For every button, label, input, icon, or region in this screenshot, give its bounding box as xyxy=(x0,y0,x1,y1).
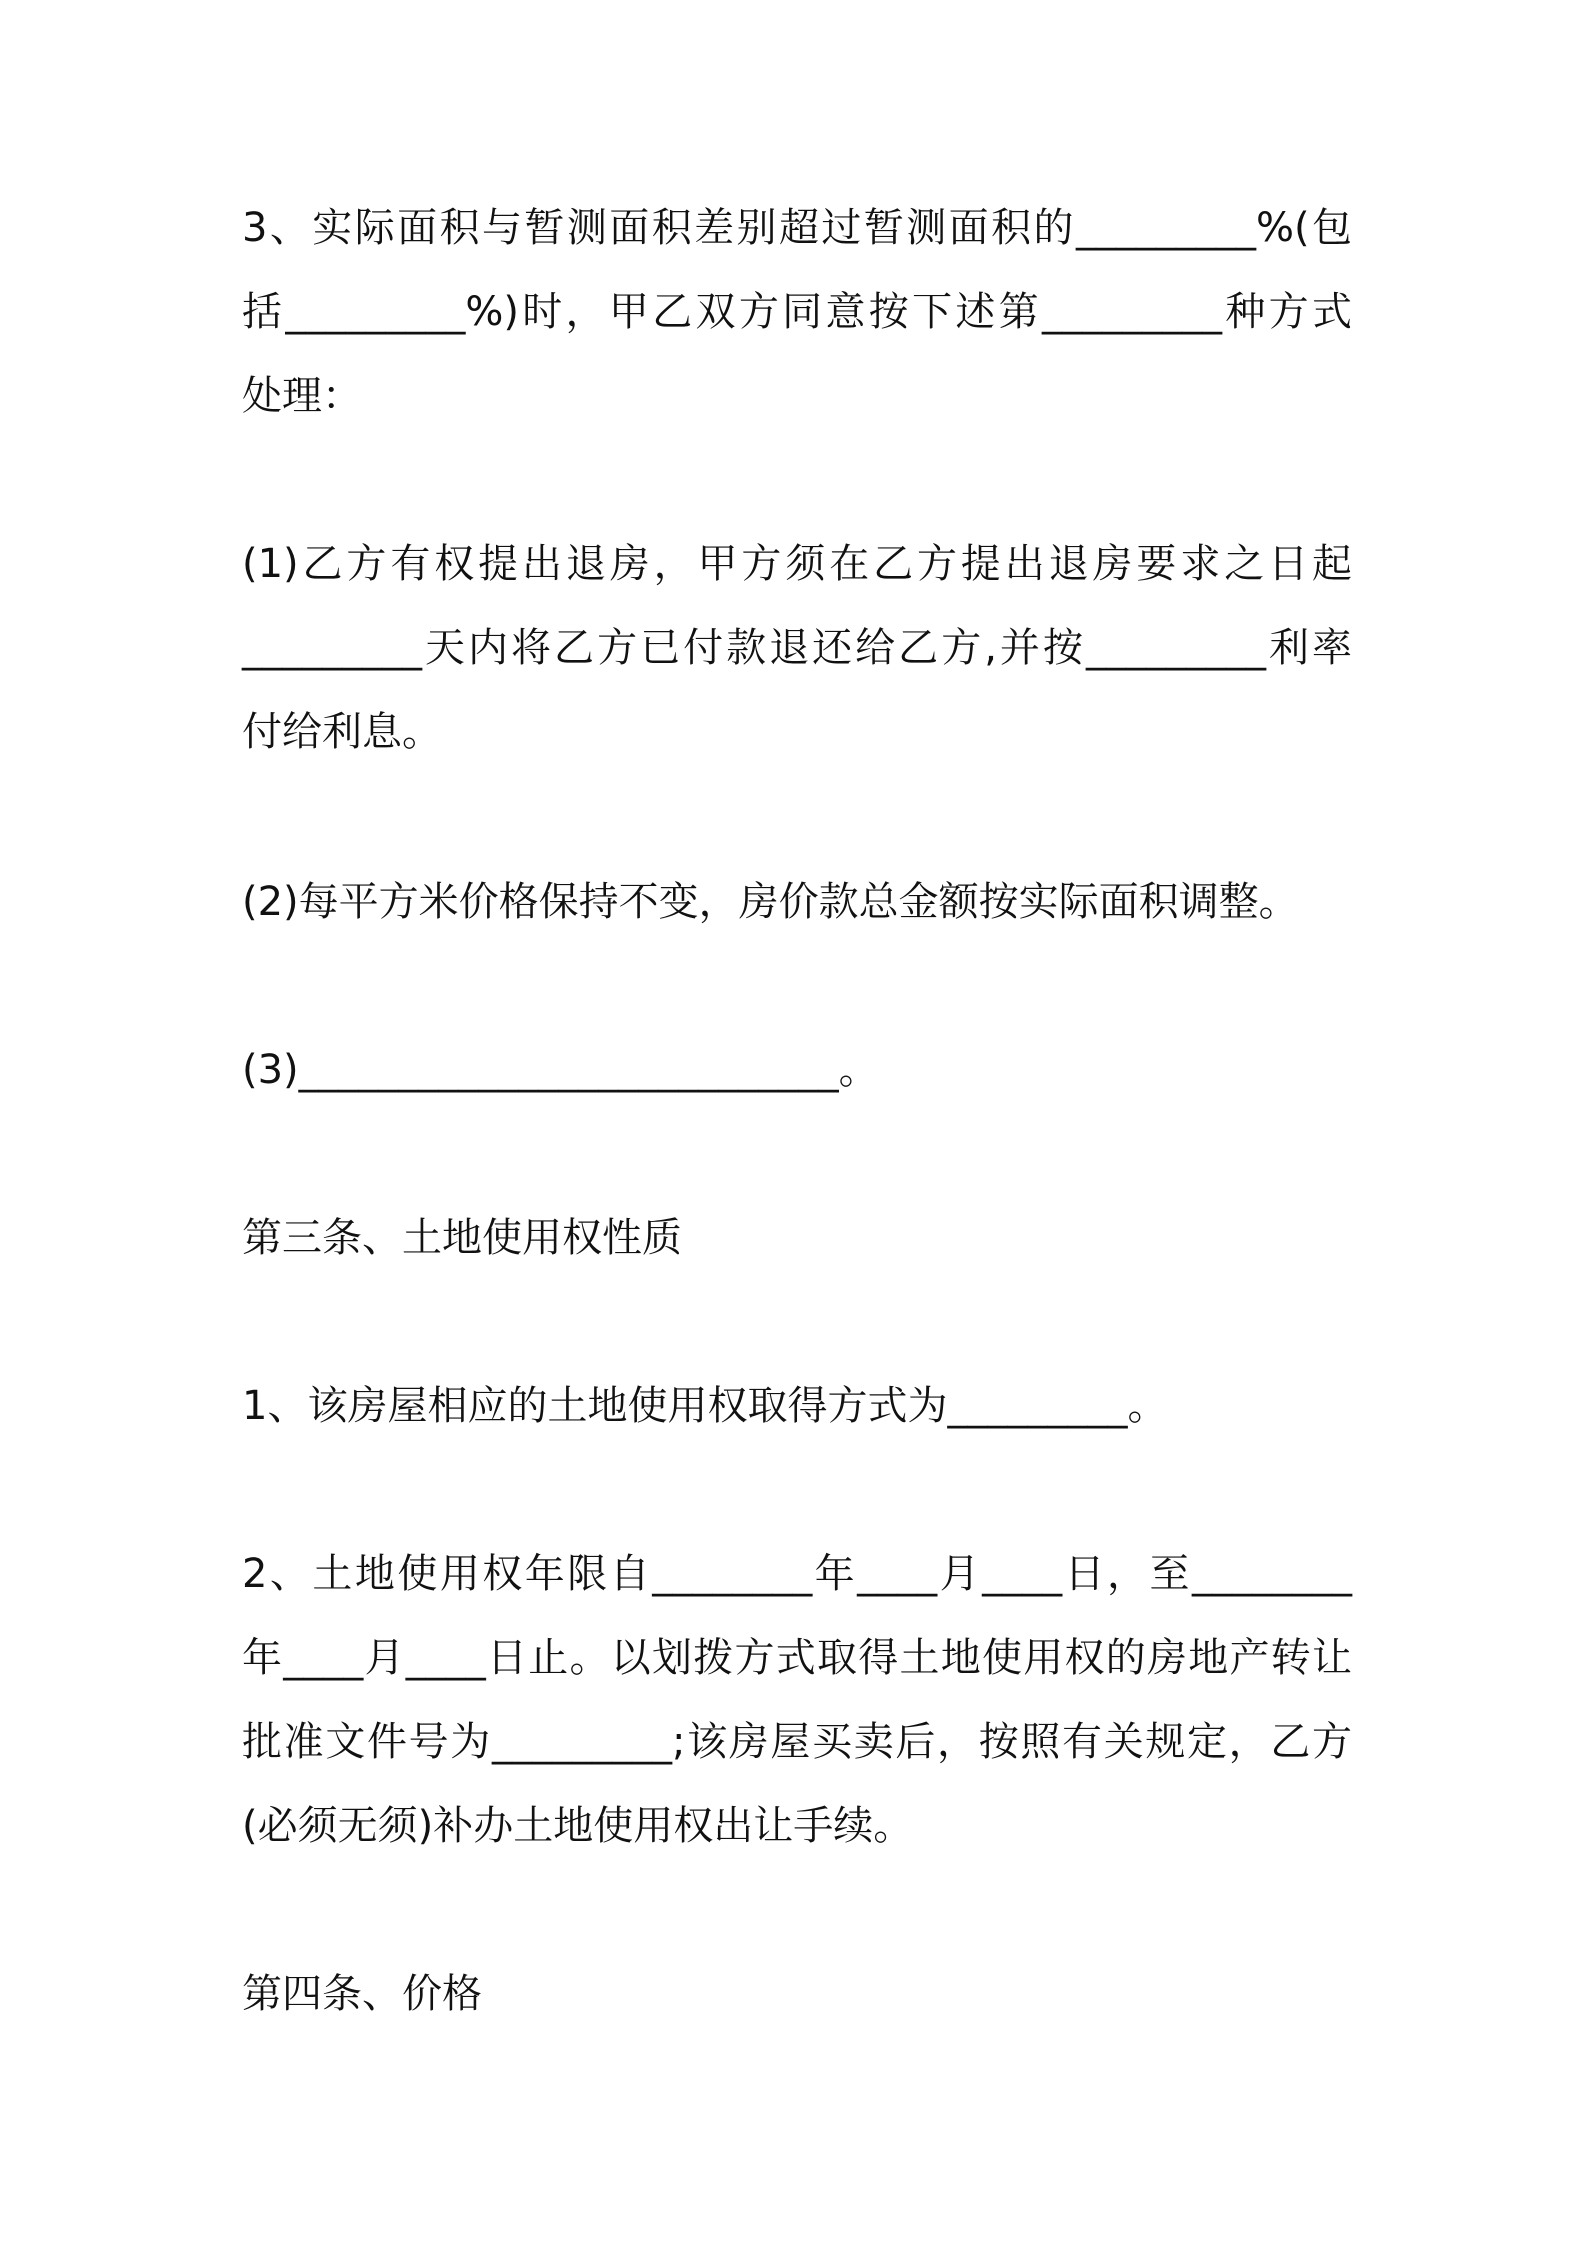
option-2-price-adjust xyxy=(242,860,1352,944)
text-line: 1、该房屋相应的土地使用权取得方式为_________。 xyxy=(242,1383,1168,1429)
text-line: _________天内将乙方已付款退还给乙方,并按_________利率 xyxy=(242,625,1352,671)
text-line: 2、土地使用权年限自________年____月____日，至________ xyxy=(242,1551,1352,1597)
text-line: 年____月____日止。以划拨方式取得土地使用权的房地产转让 xyxy=(242,1635,1352,1681)
option-3-other xyxy=(242,1028,1352,1112)
article-3-heading: 第三条、土地使用权性质 xyxy=(242,1215,682,1261)
land-clause-1 xyxy=(242,1364,1352,1448)
clause-3-area-difference xyxy=(242,186,1352,438)
article-4-heading: 第四条、价格 xyxy=(242,1971,482,2017)
text-line: (3)___________________________。 xyxy=(242,1047,879,1093)
text-line: (必须无须)补办土地使用权出让手续。 xyxy=(242,1803,914,1849)
option-1-refund xyxy=(242,522,1352,774)
text-line: 批准文件号为_________;该房屋买卖后，按照有关规定，乙方 xyxy=(242,1719,1352,1765)
land-clause-2 xyxy=(242,1532,1352,1868)
text-line: 处理： xyxy=(242,373,362,419)
text-line: (1)乙方有权提出退房，甲方须在乙方提出退房要求之日起 xyxy=(242,541,1352,587)
text-line: 括_________%)时，甲乙双方同意按下述第_________种方式 xyxy=(242,289,1352,335)
text-line: 3、实际面积与暂测面积差别超过暂测面积的_________%(包 xyxy=(242,205,1352,251)
text-line: 付给利息。 xyxy=(242,709,442,755)
text-line: (2)每平方米价格保持不变，房价款总金额按实际面积调整。 xyxy=(242,879,1299,925)
